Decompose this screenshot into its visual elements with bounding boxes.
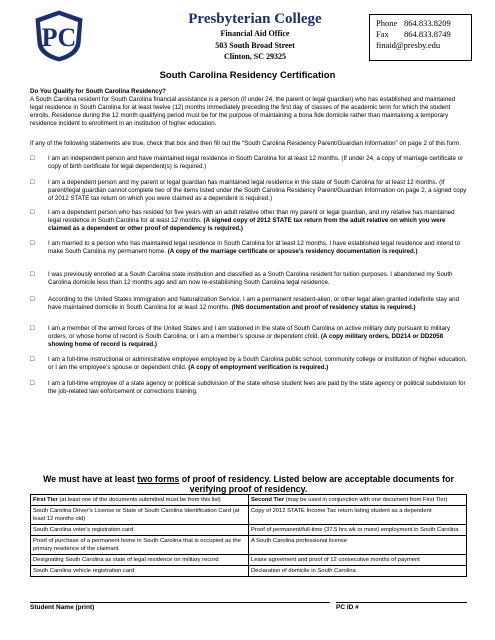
phone-number: 864.833.8209 (404, 18, 451, 28)
statement-requirement: (INS documentation and proof of residency status is required.) (231, 304, 416, 311)
checkbox[interactable]: □ (30, 325, 35, 332)
pc-id-label: PC ID # (336, 604, 359, 611)
statement-body: I am an independent person and have maintained legal residence in South Carolina for at least 12 months. (If under 24, a copy of marriage certificate or copy of birth certificate for legal dependent(s) is required.) (48, 155, 464, 170)
statement-requirement: (A copy of the marriage certificate or spouse’s residency documentation is required.) (167, 248, 418, 255)
presbyterian-college-logo (34, 10, 84, 62)
fax-number: 864.833.8749 (404, 29, 451, 39)
table-row (31, 555, 467, 566)
first-tier-header (31, 495, 249, 506)
intro-paragraph: A South Carolina resident for South Carolina financial assistance is a person (if under 24, the parent or legal guardian) who has established and maintained legal residence in South Carolina for at least twelve (12) months immediately preceding the first day of classes of the academic term for which the student enrolls. Residence during the 12 month qualifying period must be for the purpose of maintaining a bona fide domicile rather than maintaining a temporary residence incident to enrollment in an institution of higher education. (30, 96, 456, 127)
page-title: South Carolina Residency Certification (159, 70, 336, 81)
statement-text (48, 240, 467, 256)
second-tier-header (249, 495, 467, 506)
second-tier-label: Second Tier (251, 497, 285, 503)
fax-row (376, 29, 465, 40)
email-address: finaid@presby.edu (376, 40, 441, 50)
statement-body: I am a member of the armed forces of the United States and I am stationed in the state of South Carolina on active military duty pursuant to military orders, or whose home of record is South Carolina, or I am a member’s spouse or dependent child. (48, 325, 451, 340)
checkbox[interactable]: □ (30, 155, 35, 162)
checkbox[interactable]: □ (30, 179, 35, 186)
checkbox[interactable]: □ (30, 240, 35, 247)
proof-heading (30, 474, 467, 494)
statement-text (48, 296, 467, 312)
statement-requirement: (A copy of employment verification is required.) (188, 364, 329, 371)
office-name: Financial Aid Office (220, 29, 290, 38)
statement-text (48, 380, 467, 396)
checkbox[interactable]: □ (30, 296, 35, 303)
residency-statement (30, 209, 467, 233)
statement-body: According to the United States Immigration and Naturalization Service, I am a permanent resident-alien, or other legal alien granted indefinite stay and have maintained domicile in South Carolina for at least 12 months. (48, 296, 460, 311)
phone-label: Phone (376, 18, 398, 28)
logo-lettering: PC (41, 23, 77, 52)
fax-label: Fax (376, 29, 389, 39)
statement-text (48, 179, 467, 203)
street-address: 503 South Broad Street (215, 41, 295, 50)
checkbox[interactable]: □ (30, 356, 35, 363)
checkbox[interactable]: □ (30, 380, 35, 387)
first-tier-document: South Carolina voter’s registration card (31, 525, 249, 536)
student-name-line (30, 602, 330, 603)
proof-heading-post: of proof of residency. Listed below are acceptable documents for verifying proof of residency. (179, 474, 454, 494)
phone-row (376, 18, 465, 29)
residency-statement (30, 296, 467, 312)
statement-body: I was previously enrolled at a South Carolina state institution and classified as a South Carolina resident for tuition purposes. I abandoned my South Carolina domicile less than 12 months ago and am now re-establishing South Carolina legal residence. (48, 271, 453, 286)
statement-requirement: (A copy military orders, DD214 or DD2058 showing home of record is required.) (48, 333, 444, 348)
college-name: Presbyterian College (188, 11, 322, 27)
statement-text (48, 155, 467, 171)
second-tier-document: A South Carolina professional license (249, 536, 467, 555)
email-row (376, 40, 465, 51)
statement-body: I am married to a person who has maintained legal residence in South Carolina for at least 12 months. I have established legal residence and intend to make South Carolina my permanent home. (48, 240, 461, 255)
contact-box (369, 14, 472, 61)
residency-statement (30, 356, 467, 372)
proof-documents-table (30, 494, 467, 577)
table-row (31, 566, 467, 577)
qualify-heading: Do You Qualify for South Carolina Residency? (30, 88, 166, 95)
residency-statement (30, 380, 467, 396)
table-header-row (31, 495, 467, 506)
first-tier-label: First Tier (33, 497, 58, 503)
first-tier-document: Designating South Carolina as state of legal residence on military record (31, 555, 249, 566)
statement-text (48, 356, 467, 372)
statement-body: I am a dependent person and my parent or legal guardian has maintained legal residence in the state of South Carolina for at least 12 months. (If parent/legal guardian cannot complete two of the items listed under the South Carolina Residency Parent/Guardian Information on page 2, a signed copy of 2012 STATE tax return on which you were claimed as a dependent is required.) (48, 179, 467, 202)
residency-statement (30, 179, 467, 203)
statement-body: I am a full-time employee of a state agency or political subdivision of the state whose student fees are paid by the state agency or political subdivision for the job-related law enforcement or corrections training. (48, 380, 466, 395)
proof-heading-emph: two forms (137, 474, 180, 484)
table-row (31, 525, 467, 536)
proof-heading-pre: We must have at least (43, 474, 138, 484)
statement-text (48, 209, 467, 233)
second-tier-note: (may be used in conjunction with one document from First Tier) (284, 497, 448, 503)
table-row (31, 536, 467, 555)
second-tier-document: Proof of permanent/full-time (37.5 hrs wk or more) employment in South Carolina (249, 525, 467, 536)
second-tier-document: Copy of 2012 STATE Income Tax return listing student as a dependent (249, 506, 467, 525)
student-name-label: Student Name (print) (30, 604, 95, 611)
instructions-paragraph: If any of the following statements are true, check that box and then fill out the “South Carolina Residency Parent/Guardian Information” on page 2 of this form. (30, 140, 461, 147)
checkbox[interactable]: □ (30, 209, 35, 216)
residency-statement (30, 155, 467, 171)
pc-id-line (336, 602, 467, 603)
residency-statement (30, 240, 467, 256)
statement-body: I am a dependent person who has resided for five years with an adult relative other than my parent or legal guardian, and my relative has maintained legal residence in South Carolina for at least 12 months. (48, 209, 455, 224)
table-row (31, 506, 467, 525)
first-tier-document: South Carolina Driver’s License or State of South Carolina Identification Card (at least 12 months old) (31, 506, 249, 525)
statement-text (48, 325, 467, 349)
statement-body: I am a full-time instructional or administrative employee employed by a South Carolina public school, community college or institution of higher education, or I am the employee’s spouse or dependent child. (48, 356, 467, 371)
residency-statement (30, 271, 467, 287)
city-state-zip: Clinton, SC 29325 (223, 52, 286, 61)
checkbox[interactable]: □ (30, 271, 35, 278)
second-tier-document: Declaration of domicile in South Carolina (249, 566, 467, 577)
first-tier-document: Proof of purchase of a permanent home in South Carolina that is occupied as the primary residence of the claimant (31, 536, 249, 555)
statement-text (48, 271, 467, 287)
second-tier-document: Lease agreement and proof of 12 consecutive months of payment (249, 555, 467, 566)
first-tier-note: (at least one of the documents submitted must be from this list) (57, 497, 221, 503)
statement-requirement: (A signed copy of 2012 STATE tax return from the adult relative on which you were claimed as a dependent or other proof of dependency is required.) (48, 217, 446, 232)
first-tier-document: South Carolina vehicle registration card (31, 566, 249, 577)
residency-statement (30, 325, 467, 349)
